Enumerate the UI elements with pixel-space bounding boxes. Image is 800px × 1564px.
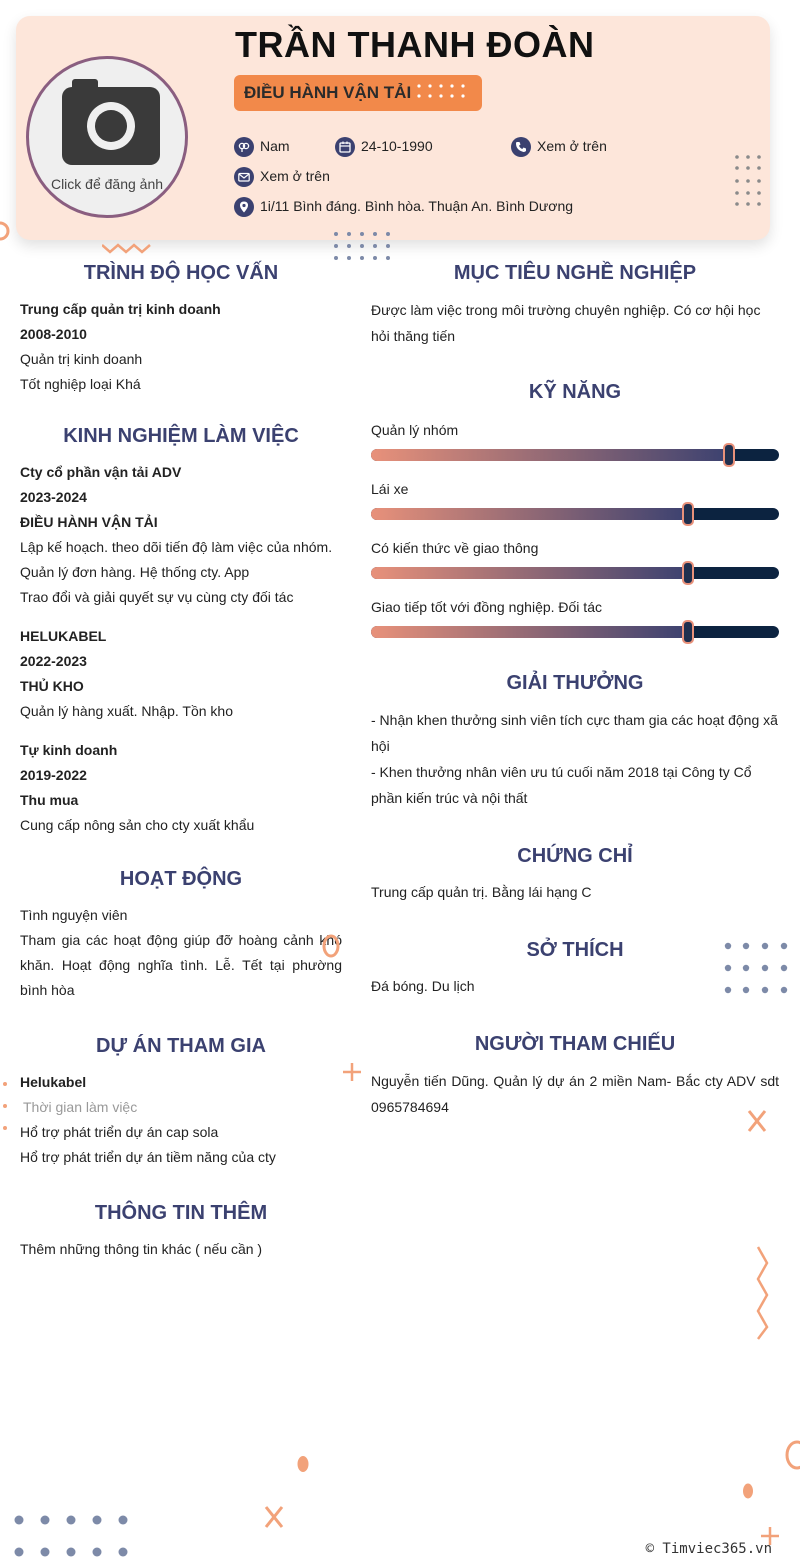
experience-position[interactable]: Thu mua <box>20 792 79 808</box>
activity-role[interactable]: Tình nguyện viên <box>20 907 128 923</box>
projects-title: DỰ ÁN THAM GIA <box>96 1035 266 1057</box>
right-column <box>371 262 779 1120</box>
projects-section <box>20 1035 342 1170</box>
decor-dot <box>296 1454 310 1474</box>
skill-bar-fill <box>371 508 689 520</box>
avatar-upload[interactable] <box>26 56 188 218</box>
decor-plus <box>342 1062 362 1082</box>
activities-title: HOẠT ĐỘNG <box>119 868 243 890</box>
phone-icon <box>511 137 531 157</box>
gender-icon <box>234 137 254 157</box>
skill-bar-handle[interactable] <box>682 620 694 644</box>
education-note[interactable]: Tốt nghiệp loại Khá <box>20 376 141 392</box>
skills-section <box>371 381 779 638</box>
extra-info-text[interactable]: Thêm những thông tin khác ( nếu cần ) <box>20 1241 263 1257</box>
skill-name[interactable]: Quản lý nhóm <box>371 422 459 438</box>
experience-detail[interactable]: Lập kế hoạch. theo dõi tiến độ làm việc của nhóm. <box>20 539 333 555</box>
skill-bar[interactable] <box>371 449 779 461</box>
project-detail[interactable]: Hổ trợ phát triển dự án tiềm năng của cty <box>20 1149 276 1165</box>
decor-zigzag <box>102 243 154 255</box>
phone-row <box>511 135 607 157</box>
calendar-icon <box>335 137 355 157</box>
footer-credit: © Timviec365.vn <box>645 1541 772 1557</box>
job-title-badge[interactable] <box>234 75 482 111</box>
decor-dots <box>723 940 789 998</box>
decor-dots <box>734 154 764 210</box>
email-row <box>234 165 330 187</box>
hobbies-text[interactable]: Đá bóng. Du lịch <box>371 978 475 994</box>
decor-dot <box>742 1482 754 1500</box>
experience-item <box>20 738 342 838</box>
skill-bar[interactable] <box>371 567 779 579</box>
header-card <box>16 16 770 240</box>
education-major[interactable]: Quản trị kinh doanh <box>20 351 143 367</box>
experience-detail[interactable]: Cung cấp nông sản cho cty xuất khẩu <box>20 817 255 833</box>
skill-name[interactable]: Giao tiếp tốt với đồng nghiệp. Đối tác <box>371 599 602 615</box>
decor-dots <box>332 230 394 264</box>
references-title: NGƯỜI THAM CHIẾU <box>474 1033 676 1055</box>
experience-period[interactable]: 2022-2023 <box>20 653 87 669</box>
camera-icon <box>62 79 160 169</box>
email-value[interactable]: Xem ở trên <box>260 168 330 184</box>
experience-period[interactable]: 2019-2022 <box>20 767 87 783</box>
skill-bar-handle[interactable] <box>682 502 694 526</box>
decor-dots <box>416 82 470 104</box>
activity-description[interactable]: Tham gia các hoạt động giúp đỡ hoàng cảnh khó khăn. Hoạt động nghĩa tình. Lễ. Tết tại phường bình hòa <box>20 932 342 998</box>
awards-title: GIẢI THƯỞNG <box>506 672 644 694</box>
email-icon <box>234 167 254 187</box>
experience-position[interactable]: ĐIỀU HÀNH VẬN TẢI <box>20 514 158 530</box>
objective-text[interactable]: Được làm việc trong môi trường chuyên nghiệp. Có cơ hội học hỏi thăng tiến <box>371 302 761 344</box>
education-period[interactable]: 2008-2010 <box>20 326 87 342</box>
decor-dots <box>0 1080 12 1140</box>
decor-cross <box>746 1108 768 1134</box>
extra-info-section <box>20 1202 342 1262</box>
award-item[interactable]: - Nhận khen thưởng sinh viên tích cực tham gia các hoạt động xã hội <box>371 712 778 754</box>
references-section <box>371 1033 779 1120</box>
experience-title: KINH NGHIỆM LÀM VIỆC <box>63 425 299 447</box>
location-pin-icon <box>234 197 254 217</box>
certificates-text[interactable]: Trung cấp quản trị. Bằng lái hạng C <box>371 884 592 900</box>
skill-bar-handle[interactable] <box>682 561 694 585</box>
skill-item <box>371 420 779 461</box>
skill-item <box>371 538 779 579</box>
experience-detail[interactable]: Quản lý hàng xuất. Nhập. Tồn kho <box>20 703 233 719</box>
avatar-caption: Click để đăng ảnh <box>50 176 164 192</box>
objective-section <box>371 262 779 349</box>
project-name[interactable]: Helukabel <box>20 1074 87 1090</box>
project-time-field[interactable]: Thời gian làm việc <box>23 1099 138 1115</box>
project-detail[interactable]: Hổ trợ phát triển dự án cap sola <box>20 1124 219 1140</box>
activities-section <box>20 868 342 1003</box>
award-item[interactable]: - Khen thưởng nhân viên ưu tú cuối năm 2018 tại Công ty Cổ phần kiến trúc và nội thất <box>371 764 752 806</box>
education-school[interactable]: Trung cấp quản trị kinh doanh <box>20 301 221 317</box>
experience-item <box>20 460 342 610</box>
certificates-title: CHỨNG CHỈ <box>517 845 633 867</box>
skill-bar[interactable] <box>371 508 779 520</box>
experience-period[interactable]: 2023-2024 <box>20 489 87 505</box>
experience-detail[interactable]: Quản lý đơn hàng. Hệ thống cty. App <box>20 564 250 580</box>
education-section <box>20 262 342 397</box>
decor-ring <box>0 220 14 242</box>
birthday-value[interactable]: 24-10-1990 <box>361 138 433 154</box>
decor-ring <box>320 932 342 960</box>
birthday-row <box>335 135 433 157</box>
decor-cross <box>263 1504 285 1530</box>
education-title: TRÌNH ĐỘ HỌC VẤN <box>83 262 279 284</box>
skill-bar-fill <box>371 449 730 461</box>
experience-section <box>20 425 342 838</box>
skill-item <box>371 597 779 638</box>
experience-position[interactable]: THỦ KHO <box>20 678 84 694</box>
skill-bar-fill <box>371 567 689 579</box>
skills-title: KỸ NĂNG <box>528 381 622 403</box>
decor-dots <box>12 1512 132 1560</box>
job-title[interactable]: ĐIỀU HÀNH VẬN TẢI <box>244 83 412 102</box>
experience-company[interactable]: Tự kinh doanh <box>20 742 118 758</box>
experience-company[interactable]: HELUKABEL <box>20 628 107 644</box>
decor-ring <box>783 1438 800 1472</box>
experience-detail[interactable]: Trao đổi và giải quyết sự vụ cùng cty đối tác <box>20 589 294 605</box>
skill-name[interactable]: Có kiến thức về giao thông <box>371 540 539 556</box>
experience-company[interactable]: Cty cổ phần vận tải ADV <box>20 464 182 480</box>
references-text[interactable]: Nguyễn tiến Dũng. Quản lý dự án 2 miền Nam- Bắc cty ADV sdt 0965784694 <box>371 1073 779 1115</box>
decor-zigzag <box>755 1245 771 1341</box>
skill-item <box>371 479 779 520</box>
address-row <box>234 195 573 217</box>
skill-name[interactable]: Lái xe <box>371 481 409 497</box>
gender-row <box>234 135 290 157</box>
phone-value[interactable]: Xem ở trên <box>537 138 607 154</box>
skill-bar-fill <box>371 626 689 638</box>
hobbies-section <box>371 939 779 999</box>
awards-section <box>371 672 779 811</box>
skill-bar-handle[interactable] <box>723 443 735 467</box>
candidate-name[interactable]: TRẦN THANH ĐOÀN <box>235 24 595 65</box>
address-value[interactable]: 1i/11 Bình đáng. Bình hòa. Thuận An. Bình Dương <box>260 198 574 214</box>
hobbies-title: SỞ THÍCH <box>526 939 624 961</box>
certificates-section <box>371 845 779 905</box>
left-column <box>20 262 342 1262</box>
skill-bar[interactable] <box>371 626 779 638</box>
extra-info-title: THÔNG TIN THÊM <box>94 1202 268 1224</box>
experience-item <box>20 624 342 724</box>
objective-title: MỤC TIÊU NGHỀ NGHIỆP <box>453 262 697 284</box>
gender-value[interactable]: Nam <box>260 138 290 154</box>
